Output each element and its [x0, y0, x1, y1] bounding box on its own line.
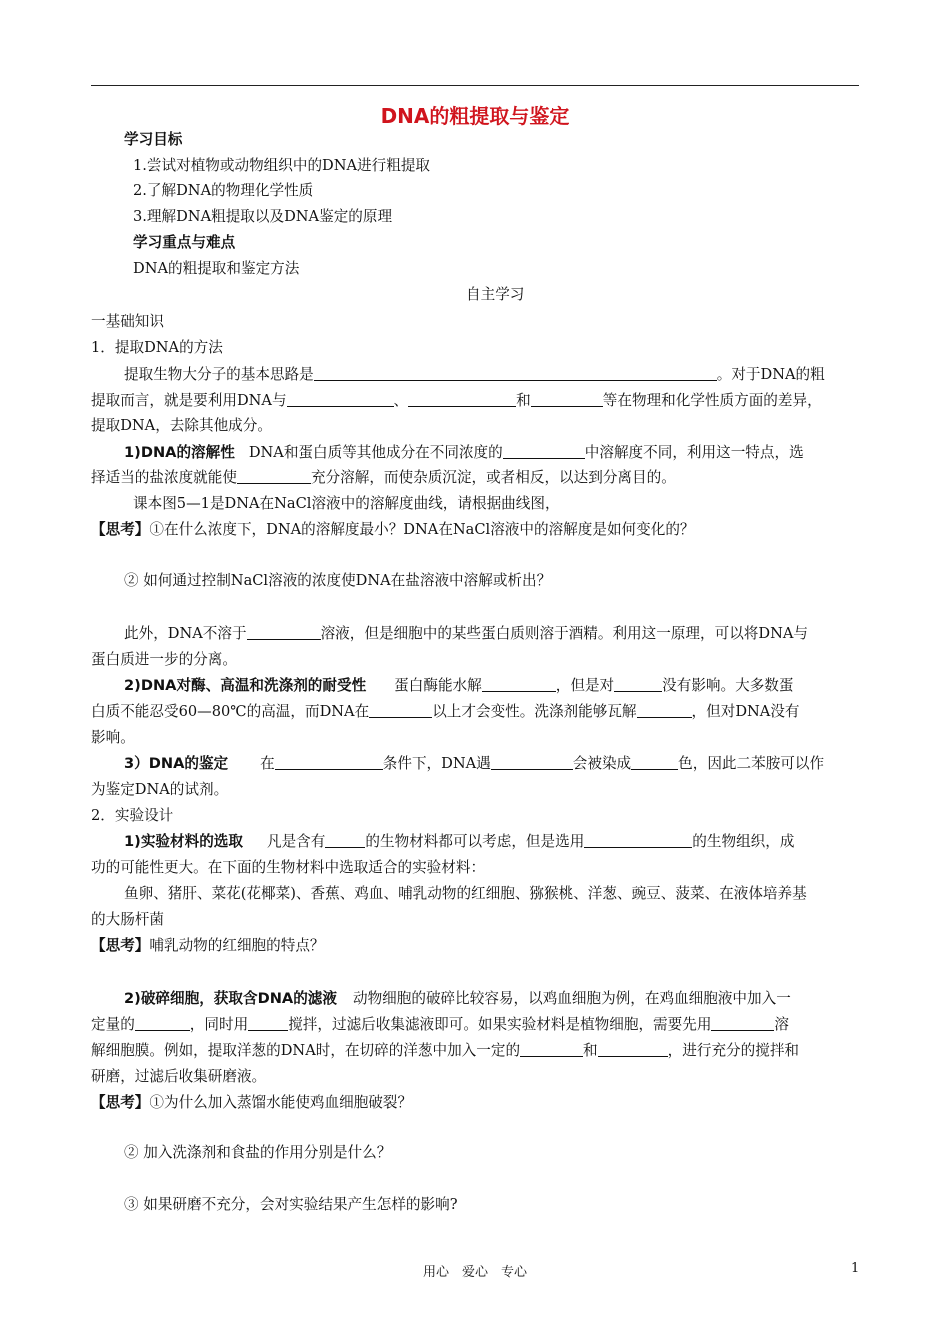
paragraph-line: 择适当的盐浓度就能使 充分溶解，而使杂质沉淀，或者相反，以达到分离目的。	[91, 469, 676, 486]
think-line: 【思考】①在什么浓度下，DNA的溶解度最小？DNA在NaCl溶液中的溶解度是如何变化的？	[91, 521, 695, 538]
fill-blank[interactable]	[237, 468, 311, 484]
objective-item: 1.尝试对植物或动物组织中的DNA进行粗提取	[133, 157, 431, 174]
fill-blank[interactable]	[325, 832, 365, 848]
paragraph-line: 定量的 ，同时用 搅拌，过滤后收集滤液即可。如果实验材料是植物细胞，需要先用 溶	[91, 1016, 790, 1033]
think-tag: 【思考】	[91, 1094, 150, 1111]
paragraph-line: 1)实验材料的选取 凡是含有 的生物材料都可以考虑，但是选用 的生物组织，成	[124, 833, 795, 850]
think-tag: 【思考】	[91, 521, 150, 538]
think-line: 【思考】哺乳动物的红细胞的特点？	[91, 937, 325, 954]
think-question: ③ 如果研磨不充分，会对实验结果产生怎样的影响?	[124, 1196, 458, 1213]
paragraph-line: 的大肠杆菌	[91, 911, 164, 928]
fill-blank[interactable]	[247, 624, 321, 640]
fill-blank[interactable]	[314, 365, 717, 381]
key-points-text: DNA的粗提取和鉴定方法	[133, 260, 300, 277]
fill-blank[interactable]	[491, 754, 573, 770]
fill-blank[interactable]	[631, 754, 678, 770]
subheading-tolerance: 2)DNA对酶、高温和洗涤剂的耐受性	[124, 677, 367, 694]
paragraph-line: 解细胞膜。例如，提取洋葱的DNA时，在切碎的洋葱中加入一定的 和 ，进行充分的搅拌和	[91, 1042, 800, 1059]
paragraph-line: 提取生物大分子的基本思路是 。对于DNA的粗	[124, 366, 825, 383]
fill-blank[interactable]	[598, 1041, 668, 1057]
paragraph-line: 功的可能性更大。在下面的生物材料中选取适合的实验材料：	[91, 859, 486, 876]
fill-blank[interactable]	[287, 391, 394, 407]
paragraph-line: 提取DNA，去除其他成分。	[91, 417, 272, 434]
header-rule	[91, 85, 859, 86]
think-tag: 【思考】	[91, 937, 150, 954]
paragraph-line: 此外，DNA不溶于 溶液，但是细胞中的某些蛋白质则溶于酒精。利用这一原理，可以将DNA与	[124, 625, 808, 642]
paragraph-line: 白质不能忍受60—80℃的高温，而DNA在 以上才会变性。洗涤剂能够瓦解 ，但对DNA没有	[91, 703, 800, 720]
page-title: DNA的粗提取与鉴定	[380, 104, 570, 128]
paragraph-line: 提取而言，就是要利用DNA与 、 和 等在物理和化学性质方面的差异，	[91, 392, 822, 409]
subheading-crush-cells: 2)破碎细胞，获取含DNA的滤液	[124, 990, 337, 1007]
figure-note: 课本图5—1是DNA在NaCl溶液中的溶解度曲线，请根据曲线图，	[133, 495, 560, 512]
paragraph-line: 影响。	[91, 729, 135, 746]
fill-blank[interactable]	[369, 702, 432, 718]
fill-blank[interactable]	[520, 1041, 583, 1057]
fill-blank[interactable]	[614, 676, 662, 692]
fill-blank[interactable]	[531, 391, 603, 407]
think-question: ② 如何通过控制NaCl溶液的浓度使DNA在盐溶液中溶解或析出？	[124, 572, 552, 589]
subheading-materials: 1)实验材料的选取	[124, 833, 243, 850]
section-1-heading: 1．提取DNA的方法	[91, 339, 223, 356]
fill-blank[interactable]	[711, 1015, 774, 1031]
objective-item: 2.了解DNA的物理化学性质	[133, 182, 314, 199]
section-self-study: 自主学习	[466, 286, 525, 303]
objective-item: 3.理解DNA粗提取以及DNA鉴定的原理	[133, 208, 393, 225]
paragraph-line: 2)DNA对酶、高温和洗涤剂的耐受性 蛋白酶能水解 ，但是对 没有影响。大多数蛋	[124, 677, 794, 694]
paragraph-line: 1)DNA的溶解性 DNA和蛋白质等其他成分在不同浓度的 中溶解度不同，利用这一特点，选	[124, 444, 804, 461]
section-2-heading: 2．实验设计	[91, 807, 174, 824]
page-footer: 用心 爱心 专心	[422, 1265, 527, 1280]
think-question: ② 加入洗涤剂和食盐的作用分别是什么？	[124, 1144, 392, 1161]
paragraph-line: 鱼卵、猪肝、菜花(花椰菜)、香蕉、鸡血、哺乳动物的红细胞、猕猴桃、洋葱、豌豆、菠菜、在液体培养基	[124, 885, 807, 902]
paragraph-line: 2)破碎细胞，获取含DNA的滤液 动物细胞的破碎比较容易，以鸡血细胞为例，在鸡血细胞液中加入一	[124, 990, 791, 1007]
paragraph-line: 3）DNA的鉴定 在 条件下，DNA遇 会被染成 色，因此二苯胺可以作	[124, 755, 825, 772]
fill-blank[interactable]	[248, 1015, 288, 1031]
page-number: 1	[851, 1261, 860, 1276]
basics-heading: 一基础知识	[91, 313, 164, 330]
fill-blank[interactable]	[584, 832, 692, 848]
paragraph-line: 研磨，过滤后收集研磨液。	[91, 1068, 267, 1085]
think-line: 【思考】①为什么加入蒸馏水能使鸡血细胞破裂？	[91, 1094, 413, 1111]
subheading-solubility: 1)DNA的溶解性	[124, 444, 235, 461]
fill-blank[interactable]	[482, 676, 556, 692]
fill-blank[interactable]	[275, 754, 383, 770]
paragraph-line: 为鉴定DNA的试剂。	[91, 781, 229, 798]
objectives-heading: 学习目标	[124, 131, 183, 148]
fill-blank[interactable]	[135, 1015, 190, 1031]
subheading-identification: 3）DNA的鉴定	[124, 755, 229, 772]
fill-blank[interactable]	[408, 391, 516, 407]
key-points-heading: 学习重点与难点	[133, 234, 236, 251]
fill-blank[interactable]	[503, 443, 585, 459]
paragraph-line: 蛋白质进一步的分离。	[91, 651, 237, 668]
fill-blank[interactable]	[637, 702, 692, 718]
